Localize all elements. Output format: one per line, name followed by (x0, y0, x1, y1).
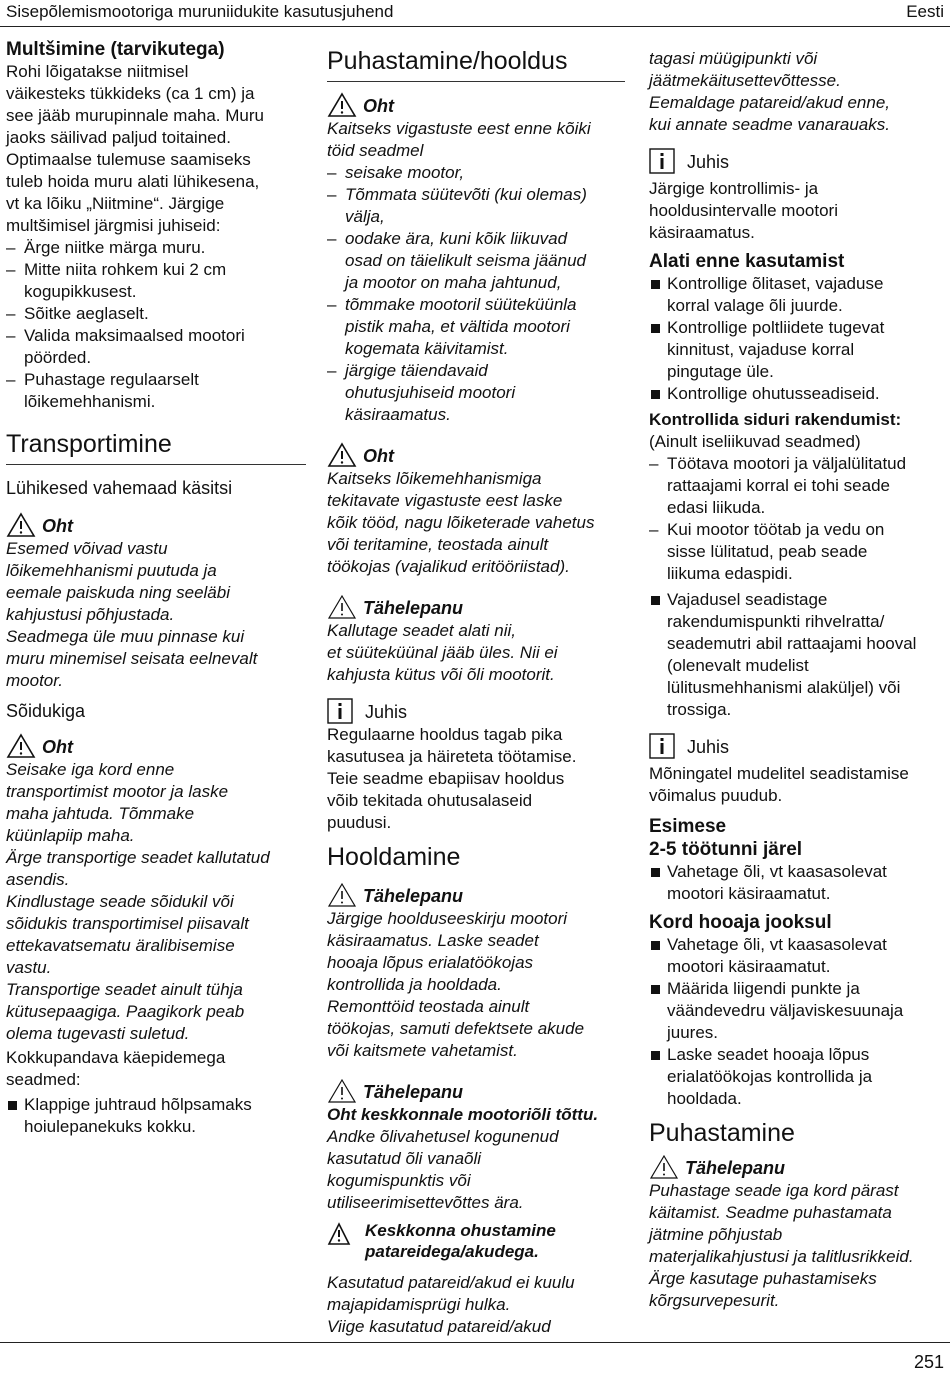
list-item-line: mootori käsiraamatut. (667, 957, 831, 976)
text-line: Kindlustage seade sõidukil või (6, 892, 234, 911)
clutch-adjust-item (649, 589, 947, 721)
list-item-line: pistik maha, et vältida mootori (345, 317, 570, 336)
environment-warning-title (365, 1220, 556, 1262)
list-item-line: Kontrollige õlitaset, vajaduse (667, 274, 884, 293)
text-line: küünlapiip maha. (6, 826, 135, 845)
warning-label: Oht (42, 737, 73, 757)
servicing-text (327, 908, 625, 1062)
text-line: transportimist mootor ja laske (6, 782, 229, 801)
text-line: asendis. (6, 870, 70, 889)
warning-triangle-icon (6, 733, 36, 759)
folding-handle-item (6, 1094, 306, 1138)
list-item-line: – Ärge niitke märga muru. (24, 238, 206, 257)
safety-steps (327, 162, 625, 426)
interval-note-text (649, 178, 947, 244)
text-line: võib tekitada ohutusalaseid (327, 791, 533, 810)
text-line: kõik tööd, nagu lõiketerade vahetus (327, 513, 595, 532)
short-distance-heading: Lühikesed vahemaad käsitsi (6, 478, 233, 498)
oil-hazard-heading: Oht keskkonnale mootoriõli tõttu. (327, 1105, 599, 1124)
text-line: seademutri abil rattaajami hooval (667, 634, 917, 653)
list-item-line: Vahetage õli, vt kaasasolevat (667, 935, 887, 954)
text-line: Esimese (649, 816, 727, 837)
page-number: 251 (913, 1352, 944, 1372)
list-item-line: – Mitte niita rohkem kui 2 cm (24, 260, 227, 279)
list-item-line: liikuma edaspidi. (667, 564, 793, 583)
list-item-line: käsiraamatus. (345, 405, 451, 424)
text-line: Puhastage seade iga kord pärast (649, 1181, 899, 1200)
safety-intro (327, 118, 625, 162)
text-line: vt ka lõiku „Niitmine“. Järgige (6, 194, 225, 213)
text-line: Kokkupandava käepidemega (6, 1048, 226, 1067)
text-line: Kaitseks lõikemehhanismiga (327, 469, 542, 488)
text-line: Optimaalse tulemuse saamiseks (6, 150, 251, 169)
text-line: see jääb murupinnale maha. Muru (6, 106, 264, 125)
list-item (649, 934, 947, 978)
list-item-line: – Valida maksimaalsed mootori (24, 326, 245, 345)
list-item (327, 228, 625, 294)
seasonal-list (649, 934, 947, 1110)
attention-label: Tähelepanu (685, 1158, 786, 1178)
list-item-line: ja mootor on maha jahtunud, (345, 273, 562, 292)
info-i-icon (649, 148, 675, 174)
transport-heading: Transportimine (6, 429, 306, 465)
list-item-line: – seisake mootor, (345, 163, 465, 182)
note-label: Juhis (365, 702, 408, 722)
footer-rule (0, 1342, 950, 1343)
text-line: materjalikahjustusi ja talitlusrikkeid. (649, 1247, 914, 1266)
list-item-line: ohutusjuhiseid mootori (345, 383, 516, 402)
text-line: väikesteks tükkideks (ca 1 cm) ja (6, 84, 255, 103)
text-line: hoiulepanekuks kokku. (24, 1117, 197, 1136)
danger-warning (6, 512, 306, 538)
text-line: Andke õlivahetusel kogunenud (327, 1127, 559, 1146)
list-item-line: Kontrollige poltliidete tugevat (667, 318, 885, 337)
list-item (649, 273, 947, 317)
text-line: käitamist. Seadme puhastamata (649, 1203, 892, 1222)
text-line: kahjusta kütus või õli mootorit. (327, 665, 555, 684)
note-label: Juhis (687, 737, 730, 757)
list-item (649, 317, 947, 383)
list-item-line: – järgige täiendavaid (345, 361, 488, 380)
list-item-line: – Puhastage regulaarselt (24, 370, 199, 389)
text-line: lülitusmehhanismi alaküljel) või (667, 678, 901, 697)
info-i-icon (649, 733, 675, 759)
text-line: Esemed võivad vastu (6, 539, 168, 558)
text-line: Seisake iga kord enne (6, 760, 175, 779)
clutch-heading: Kontrollida siduri rakendumist: (649, 410, 902, 429)
text-line: mootori käsiraamatut. (667, 884, 831, 903)
warning-label: Oht (363, 446, 394, 466)
list-item-line: juures. (667, 1023, 719, 1042)
text-line: Rohi lõigatakse niitmisel (6, 62, 189, 81)
warning-triangle-icon (6, 512, 36, 538)
header-title: Sisepõlemismootoriga muruniidukite kasutusjuhend (6, 2, 394, 21)
text-line: töökojas (vajalikud eritööriistad). (327, 557, 570, 576)
mulching-list (6, 237, 306, 413)
text-line: sõidukis transportimisel piisavalt (6, 914, 249, 933)
list-item (6, 325, 306, 369)
text-line: või teritamine, teostada ainult (327, 535, 549, 554)
text-line: kasutatud õli vanaõli (327, 1149, 482, 1168)
text-line: Vajadusel seadistage (667, 590, 828, 609)
oil-hazard-text (327, 1126, 625, 1214)
text-line: töökojas, samuti defektsete akude (327, 1019, 585, 1038)
list-item-line: osad on täielikult seisma jäänud (345, 251, 586, 270)
list-item-line: edasi liikuda. (667, 498, 766, 517)
clutch-check-list (649, 453, 947, 585)
attention-label: Tähelepanu (363, 598, 464, 618)
text-line: seadmed: (6, 1070, 81, 1089)
text-line: mootor. (6, 671, 64, 690)
text-line: kahjustusi põhjustada. (6, 605, 175, 624)
list-item-line: väändevedru väljaviskesuunaja (667, 1001, 904, 1020)
text-line: majapidamisprügi hulka. (327, 1295, 511, 1314)
cleaning-warning-text (649, 1180, 947, 1312)
attention-warning (649, 1154, 947, 1180)
warning-triangle-icon (327, 92, 357, 118)
text-line: ettekavatsematu äralibisemise (6, 936, 235, 955)
list-item-line: hooldada. (667, 1089, 742, 1108)
cleaning-maintenance-heading: Puhastamine/hooldus (327, 46, 625, 82)
text-line: multšimisel järgmisi juhiseid: (6, 216, 221, 235)
text-line: 2-5 töötunni järel (649, 839, 803, 860)
text-line: Keskkonna ohustamine (365, 1221, 556, 1240)
list-item-line: kogemata käivitamist. (345, 339, 509, 358)
list-item (327, 184, 625, 228)
folding-handle-text (6, 1047, 306, 1091)
text-line: Kaitseks vigastuste eest enne kõiki (327, 119, 591, 138)
list-item-line: erialatöökojas kontrollida ja (667, 1067, 873, 1086)
first-service-item (649, 861, 947, 905)
column-left (6, 38, 306, 1138)
text-line: maha jahtuda. Tõmmake (6, 804, 195, 823)
first-service-heading (649, 815, 947, 861)
attention-warning (327, 594, 625, 620)
text-line: trossiga. (667, 700, 732, 719)
text-line: Järgige kontrollimis- ja (649, 179, 819, 198)
text-line: Klappige juhtraud hõlpsamaks (24, 1095, 252, 1114)
warning-triangle-icon (327, 594, 357, 620)
text-line: puudusi. (327, 813, 392, 832)
mulching-body (6, 61, 306, 237)
warning-triangle-icon (327, 1078, 357, 1104)
text-line: Vahetage õli, vt kaasasolevat (667, 862, 887, 881)
text-line: jaoks säilivad paljud toitained. (6, 128, 231, 147)
text-line: utiliseerimisettevõttes ära. (327, 1193, 524, 1212)
text-line: et süüteküünal jääb üles. Nii ei (327, 643, 558, 662)
text-line: kontrollida ja hooldada. (327, 975, 502, 994)
text-line: Ärge kasutage puhastamiseks (649, 1269, 877, 1288)
list-item-line: pöörded. (24, 348, 92, 367)
warning-triangle-icon (327, 442, 357, 468)
list-item-line: sisse lülitatud, peab seade (667, 542, 868, 561)
text-line: kõrgsurvepesurit. (649, 1291, 780, 1310)
text-line: Seadmega üle muu pinnase kui (6, 627, 245, 646)
list-item (6, 369, 306, 413)
page-header (0, 0, 950, 27)
info-i-icon (327, 698, 353, 724)
list-item-line: – Töötava mootori ja väljalülitatud (667, 454, 907, 473)
list-item-line: korral valage õli juurde. (667, 296, 843, 315)
attention-warning (327, 1078, 625, 1104)
note-box (327, 698, 625, 724)
list-item (649, 978, 947, 1044)
warning-triangle-icon (327, 1222, 351, 1246)
blade-warning-text (327, 468, 625, 578)
text-line: Mõningatel mudelitel seadistamise (649, 764, 909, 783)
list-item (6, 237, 306, 259)
list-item-line: välja, (345, 207, 385, 226)
note-label: Juhis (687, 152, 730, 172)
text-line: kogumispunktis või (327, 1171, 471, 1190)
text-line: Järgige hoolduseeskirju mootori (327, 909, 568, 928)
attention-label: Tähelepanu (363, 1082, 464, 1102)
list-item-line: kinnitust, vajaduse korral (667, 340, 855, 359)
cleaning-heading: Puhastamine (649, 1119, 795, 1147)
list-item-line: – Kui mootor töötab ja vedu on (667, 520, 885, 539)
list-item (327, 162, 625, 184)
list-item-line: – Sõitke aeglaselt. (24, 304, 149, 323)
list-item-line: – oodake ära, kuni kõik liikuvad (345, 229, 568, 248)
seasonal-heading: Kord hooaja jooksul (649, 912, 832, 933)
list-item (6, 259, 306, 303)
list-item-line: Laske seadet hooaja lõpus (667, 1045, 870, 1064)
text-line: kasutusea ja häireteta töötamise. (327, 747, 577, 766)
danger-warning (327, 442, 625, 468)
text-line: Teie seadme ebapiisav hooldus (327, 769, 565, 788)
text-line: Eemaldage patareid/akud enne, (649, 93, 891, 112)
text-line: või kaitsmete vahetamist. (327, 1041, 518, 1060)
text-line: töid seadmel (327, 141, 424, 160)
list-item (327, 294, 625, 360)
adjust-note-text (649, 763, 947, 807)
text-line: Kallutage seadet alati nii, (327, 621, 517, 640)
list-item (649, 453, 947, 519)
list-item (327, 360, 625, 426)
battery-disposal-continued (649, 48, 947, 136)
list-item-line: rattaajami korral ei tohi seade (667, 476, 891, 495)
short-distance-warning-text (6, 538, 306, 692)
danger-warning (6, 733, 306, 759)
note-box (649, 148, 947, 174)
text-line: tuleb hoida muru alati lühikesena, (6, 172, 260, 191)
list-item (6, 303, 306, 325)
text-line: kütusepaagiga. Paagikork peab (6, 1002, 245, 1021)
warning-triangle-icon (327, 882, 357, 908)
vehicle-warning-text (6, 759, 306, 1045)
list-item-line: – tõmmake mootoril süüteküünla (345, 295, 577, 314)
before-use-list (649, 273, 947, 405)
danger-warning (327, 92, 625, 118)
text-line: Ärge transportige seadet kallutatud (6, 848, 270, 867)
text-line: jäätmekäitusettevõttesse. (649, 71, 841, 90)
note-box (649, 733, 947, 759)
list-item-line: lõikemehhanismi. (24, 392, 156, 411)
text-line: rakendumispunkti rihvelratta/ (667, 612, 885, 631)
vehicle-heading: Sõidukiga (6, 701, 86, 721)
text-line: võimalus puudub. (649, 786, 783, 805)
attention-warning (327, 882, 625, 908)
list-item (649, 519, 947, 585)
text-line: patareidega/akudega. (365, 1242, 539, 1261)
list-item-line: – Tõmmata süütevõti (kui olemas) (345, 185, 587, 204)
battery-disposal-text (327, 1272, 625, 1338)
text-line: tagasi müügipunkti või (649, 49, 818, 68)
list-item-line: pingutage üle. (667, 362, 774, 381)
clutch-subtitle: (Ainult iseliikuvad seadmed) (649, 432, 861, 451)
tilt-text (327, 620, 625, 686)
list-item-line: kogupikkusest. (24, 282, 137, 301)
text-line: lõikemehhanismi puutuda ja (6, 561, 217, 580)
text-line: muru minemisel seisata eelnevalt (6, 649, 258, 668)
maintenance-note-text (327, 724, 625, 834)
text-line: Kasutatud patareid/akud ei kuulu (327, 1273, 575, 1292)
text-line: Transportige seadet ainult tühja (6, 980, 243, 999)
text-line: käsiraamatus. (649, 223, 755, 242)
attention-label: Tähelepanu (363, 886, 464, 906)
list-item (649, 1044, 947, 1110)
text-line: olema tugevasti suletud. (6, 1024, 190, 1043)
text-line: Remonttöid teostada ainult (327, 997, 530, 1016)
text-line: Viige kasutatud patareid/akud (327, 1317, 551, 1336)
column-middle (327, 38, 625, 1338)
text-line: vastu. (6, 958, 52, 977)
text-line: hooldusintervalle mootori (649, 201, 838, 220)
warning-label: Oht (363, 96, 394, 116)
text-line: kui annate seadme vanarauaks. (649, 115, 890, 134)
text-line: jätmine põhjustab (649, 1225, 783, 1244)
list-item-line: Määrida liigendi punkte ja (667, 979, 860, 998)
list-item-line: Kontrollige ohutusseadiseid. (667, 384, 880, 403)
warning-label: Oht (42, 516, 73, 536)
warning-triangle-icon (649, 1154, 679, 1180)
before-use-heading: Alati enne kasutamist (649, 251, 845, 272)
text-line: hooaja lõpus erialatöökojas (327, 953, 534, 972)
mulching-heading: Multšimine (tarvikutega) (6, 39, 225, 60)
text-line: eemale paiskuda ning seeläbi (6, 583, 230, 602)
environment-warning (327, 1220, 625, 1262)
list-item (649, 383, 947, 405)
text-line: (olenevalt mudelist (667, 656, 809, 675)
servicing-heading: Hooldamine (327, 843, 461, 871)
text-line: tekitavate vigastuste eest laske (327, 491, 563, 510)
text-line: Regulaarne hooldus tagab pika (327, 725, 563, 744)
header-language: Eesti (906, 2, 944, 21)
text-line: käsiraamatus. Laske seadet (327, 931, 539, 950)
column-right (649, 38, 947, 1312)
